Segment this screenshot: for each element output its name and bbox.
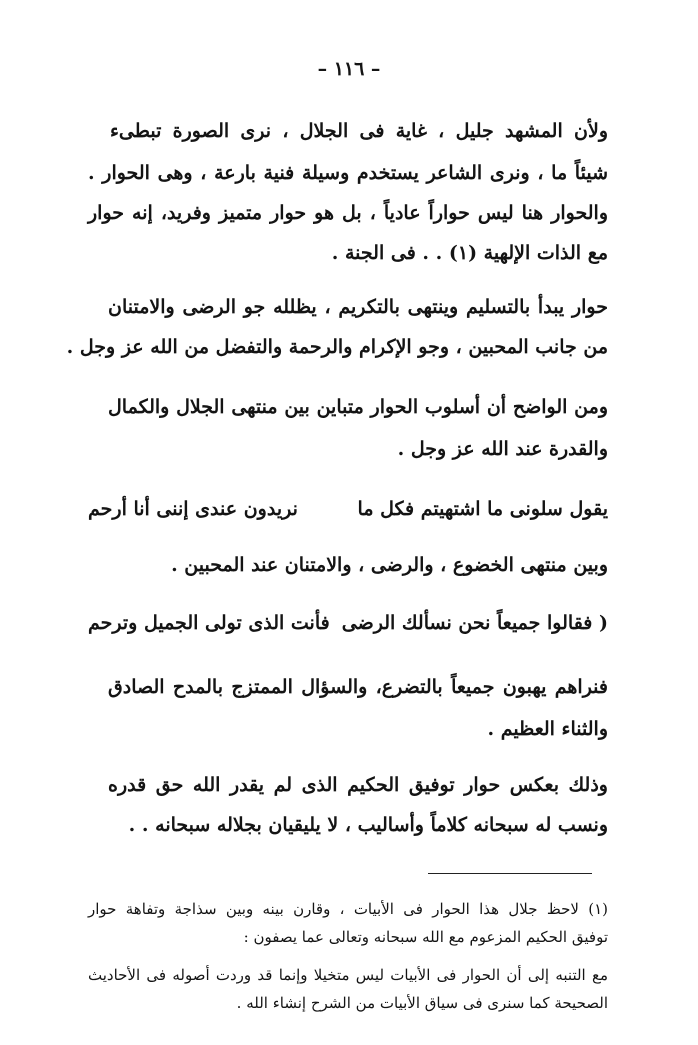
text-line: ولأن المشهد جليل ، غاية فى الجلال ، نرى الصورة تبطىء xyxy=(110,120,608,142)
text-line: وذلك بعكس حوار توفيق الحكيم الذى لم يقدر الله حق قدره xyxy=(108,774,608,796)
verse-second-hemistich: فأنت الذى تولى الجميل وترحم xyxy=(88,612,330,634)
verse-first-hemistich: يقول سلونى ما اشتهيتم فكل ما xyxy=(357,498,608,520)
text-line: والثناء العظيم . xyxy=(487,718,608,740)
page-number: – ١١٦ – xyxy=(317,58,381,80)
text-line: شيئاً ما ، ونرى الشاعر يستخدم وسيلة فنية بارعة ، وهى الحوار . xyxy=(88,162,608,184)
text-line: ونسب له سبحانه كلاماً وأساليب ، لا يليقيان بجلاله سبحانه . . xyxy=(128,814,608,836)
text-line: وبين منتهى الخضوع ، والرضى ، والامتنان عند المحبين . xyxy=(171,554,608,576)
verse-line xyxy=(88,610,608,636)
footnote-line: مع التنبه إلى أن الحوار فى الأبيات ليس متخيلا وإنما قد وردت أصوله فى الأحاديث xyxy=(88,966,608,984)
footnote-line: الصحيحة كما سنرى فى سياق الأبيات من الشرح إنشاء الله . xyxy=(236,994,608,1012)
footnote-separator xyxy=(428,873,592,874)
footnote-line: (١) لاحظ جلال هذا الحوار فى الأبيات ، وقارن بينه وبين سذاجة وتفاهة حوار xyxy=(88,900,608,918)
text-line: فنراهم يهبون جميعاً بالتضرع، والسؤال الممتزج بالمدح الصادق xyxy=(108,676,608,698)
text-line: والحوار هنا ليس حواراً عادياً ، بل هو حوار متميز وفريد، إنه حوار xyxy=(88,202,608,224)
footnote-line: توفيق الحكيم المزعوم مع الله سبحانه وتعالى عما يصفون : xyxy=(243,928,608,946)
text-line: مع الذات الإلهية (١) . . فى الجنة . xyxy=(331,242,608,264)
verse-second-hemistich: نريدون عندى إننى أنا أرحم xyxy=(88,498,298,520)
text-line: حوار يبدأ بالتسليم وينتهى بالتكريم ، يظلله جو الرضى والامتنان xyxy=(108,296,608,318)
text-line: والقدرة عند الله عز وجل . xyxy=(397,438,608,460)
text-line: من جانب المحبين ، وجو الإكرام والرحمة والتفضل من الله عز وجل . xyxy=(66,336,608,358)
verse-first-hemistich: ( فقالوا جميعاً نحن نسألك الرضى xyxy=(341,612,608,634)
text-line: ومن الواضح أن أسلوب الحوار متباين بين منتهى الجلال والكمال xyxy=(108,396,608,418)
verse-line xyxy=(88,496,608,522)
